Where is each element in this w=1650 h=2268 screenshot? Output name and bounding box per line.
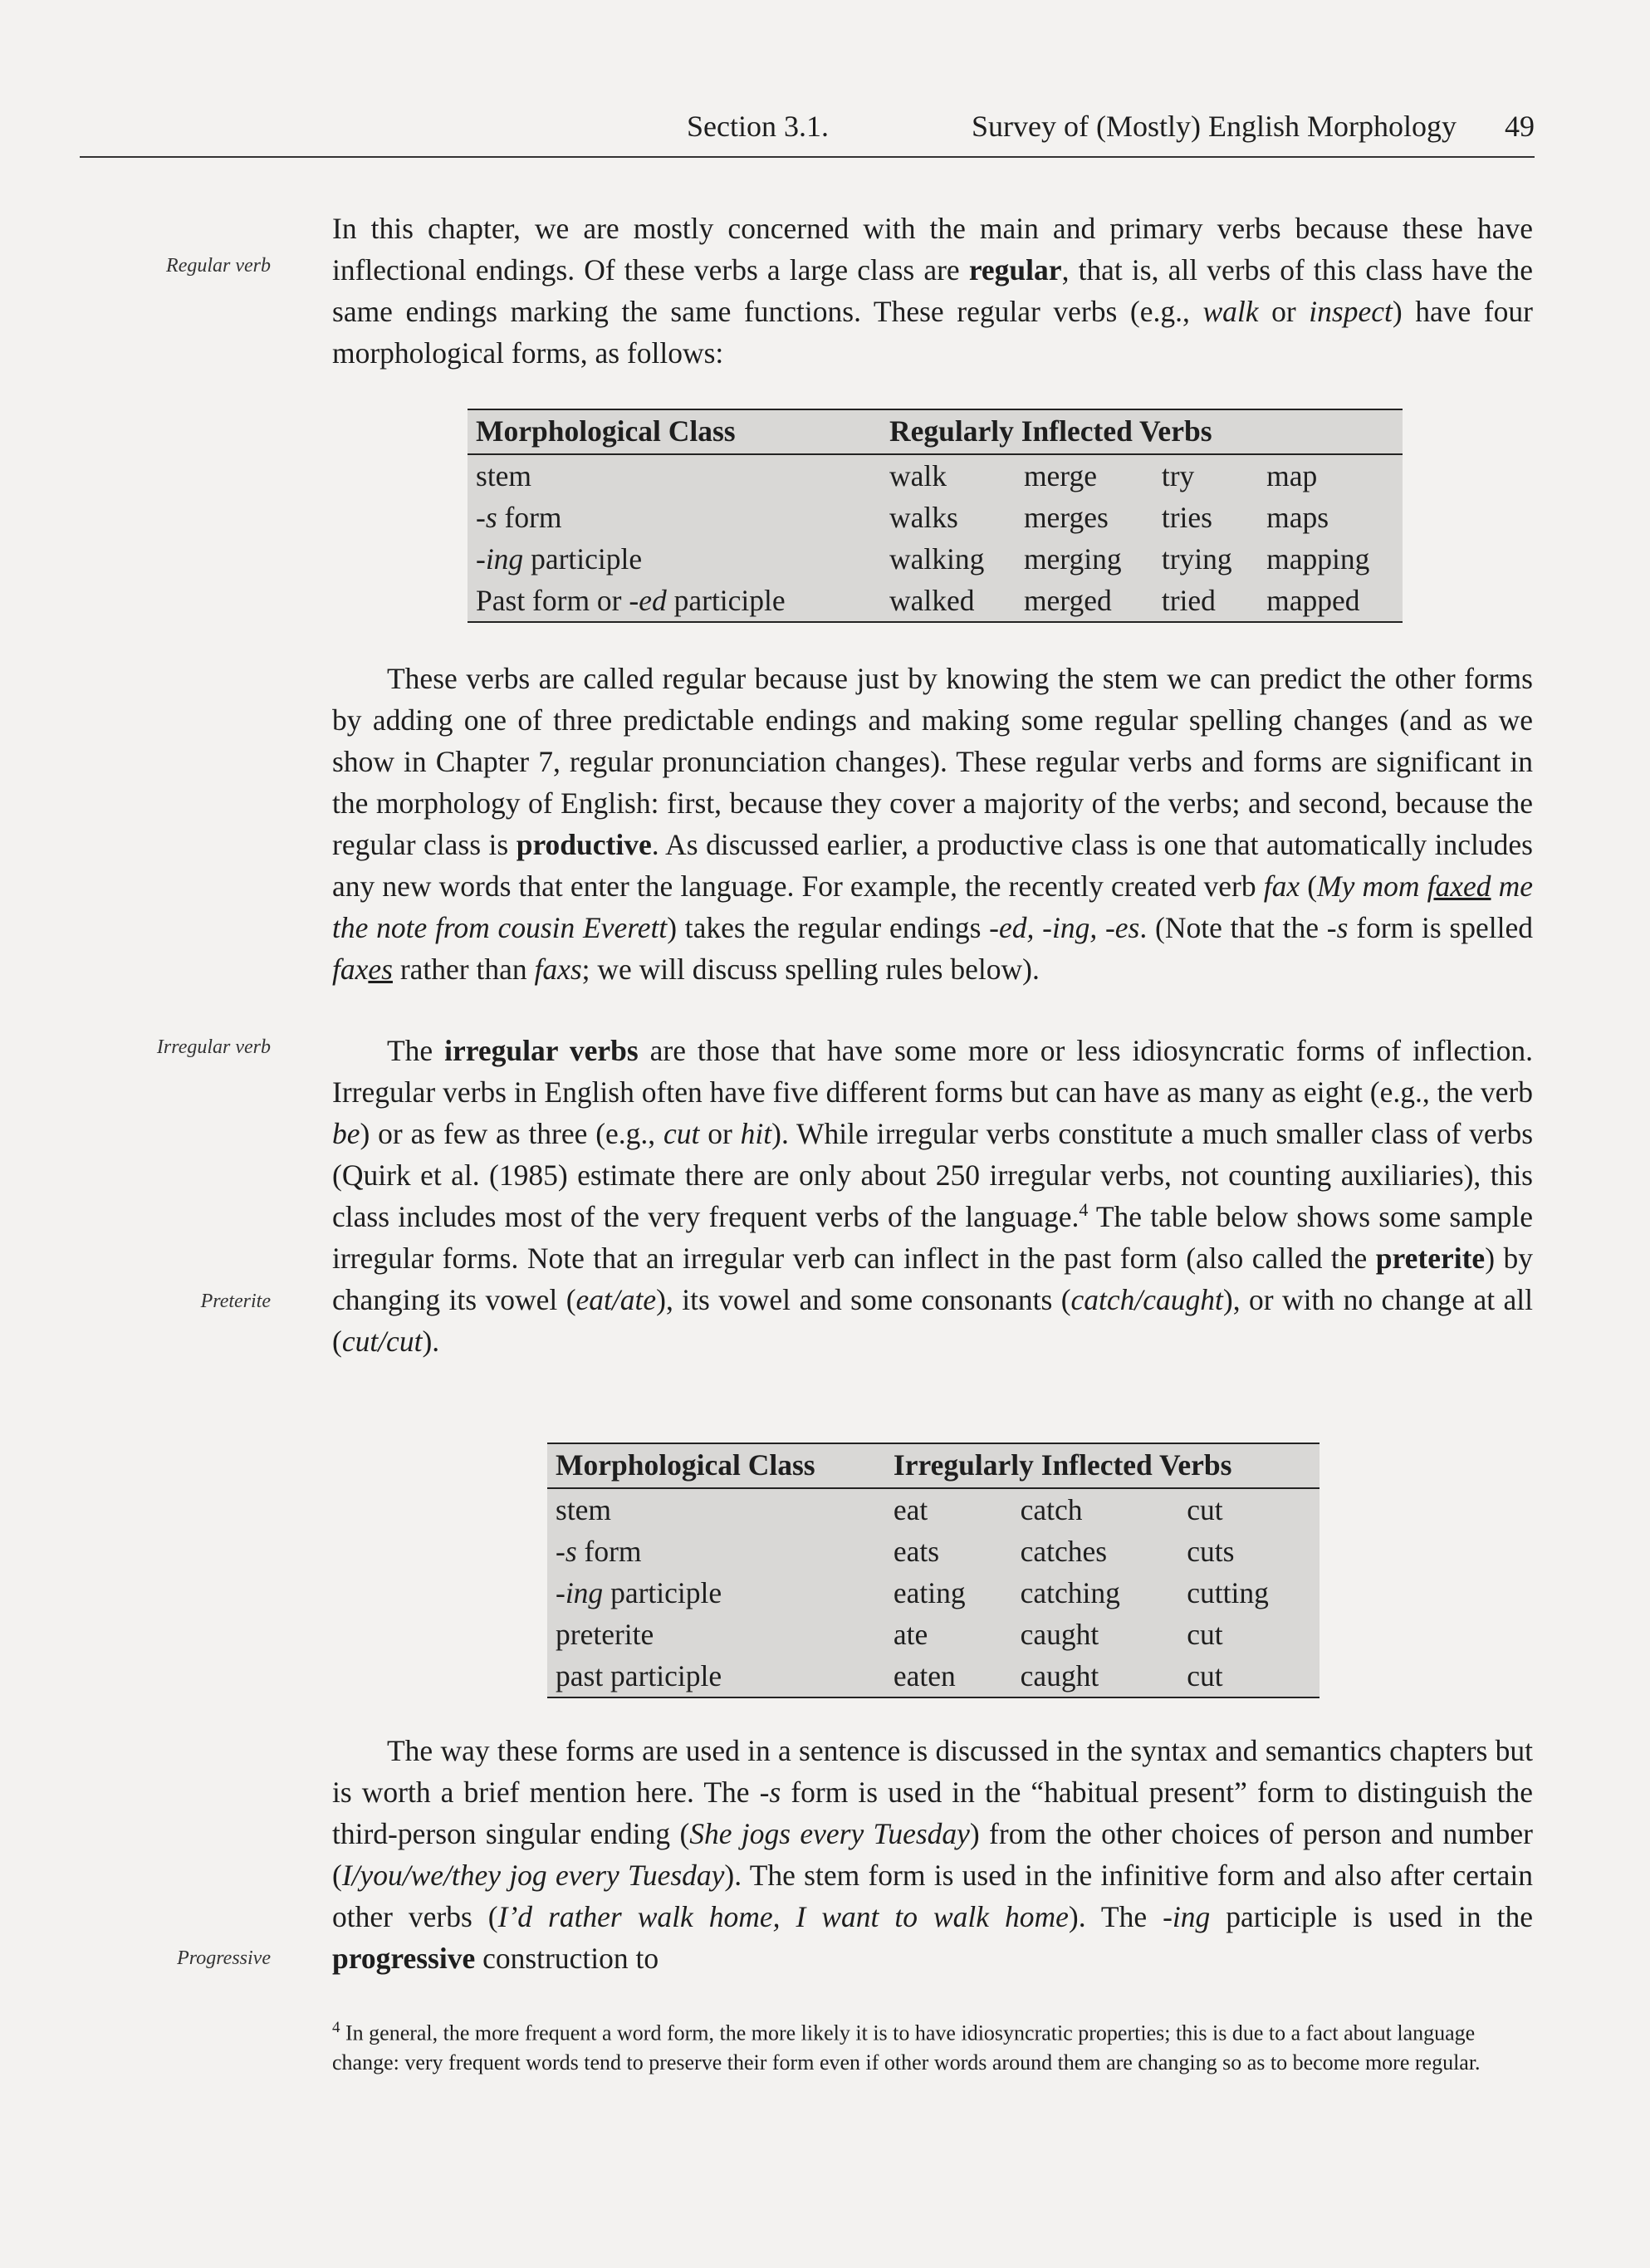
footnote-text: In general, the more frequent a word form, the more likely it is to have idiosyncratic properties; this is due to a fact about language change: very frequent words tend to preserve their form even if other words around them are changing so as to become more regular. — [332, 2021, 1481, 2075]
section-title: Survey of (Mostly) English Morphology — [972, 110, 1457, 143]
table-header-row — [468, 409, 1403, 454]
table-cell-class: preterite — [556, 1618, 654, 1651]
table-cell: cut — [1187, 1493, 1223, 1526]
table-cell: merged — [1023, 584, 1112, 617]
table-cell: walks — [889, 501, 958, 534]
table-cell-class: Past form or -ed participle — [476, 584, 786, 617]
table-row — [468, 580, 1403, 622]
regular-verbs-table — [468, 409, 1403, 623]
table-cell: merge — [1023, 459, 1097, 492]
table-cell-class: past participle — [556, 1659, 722, 1692]
irregular-verbs-table — [547, 1443, 1320, 1698]
table-cell: cuts — [1187, 1535, 1235, 1568]
table-cell: cutting — [1187, 1576, 1269, 1609]
table-cell: map — [1266, 459, 1318, 492]
table-cell: caught — [1020, 1618, 1099, 1651]
margin-note-progressive: Progressive — [177, 1947, 271, 1969]
table-row — [468, 454, 1403, 497]
table-header-verbs: Regularly Inflected Verbs — [881, 409, 1403, 454]
section-number: Section 3.1. — [687, 110, 829, 143]
table-cell: trying — [1161, 542, 1232, 576]
table-cell: walking — [889, 542, 985, 576]
table-cell: maps — [1266, 501, 1329, 534]
page-number: 49 — [1505, 110, 1535, 143]
table-row — [547, 1614, 1320, 1655]
margin-note-irregular-verb: Irregular verb — [156, 1036, 271, 1058]
table-cell: merges — [1023, 501, 1109, 534]
table-row — [547, 1531, 1320, 1572]
margin-note-preterite: Preterite — [200, 1291, 271, 1312]
table-cell: mapping — [1266, 542, 1370, 576]
table-cell: catches — [1020, 1535, 1108, 1568]
footnote — [332, 2013, 1533, 2077]
table-row — [547, 1655, 1320, 1697]
paragraph-irregular-verbs: The irregular verbs are those that have some more or less idiosyncratic forms of inflection. Irregular verbs in English often have five different forms but can have as many as eight (e.g., the verb be) or as few as three (e.g., cut or hit). While irregular verbs constitute a much smaller class of verbs (Quirk et al. (1985) estimate there are only about 250 irregular verbs, not counting auxiliaries), this class includes most of the very frequent verbs of the language.$^4$ The table below shows some sample irregular forms. Note that an irregular verb can inflect in the past form (also called the preterite) by changing its vowel (eat/ate), its vowel and some consonants (catch/caught), or with no change at all (cut/cut). — [332, 1034, 1534, 1358]
paragraph-regular-verbs: These verbs are called regular because just by knowing the stem we can predict the other forms by adding one of three predictable endings and making some regular spelling changes (and as we show in Chapter 7, regular pronunciation changes). These regular verbs and forms are significant in the morphology of English: first, because they cover a majority of the verbs; and second, because the regular class is productive. As discussed earlier, a productive class is one that automatically includes any new words that enter the language. For example, the recently created verb fax (My mom faxed me the note from cousin Everett) takes the regular endings -ed, -ing, -es. (Note that the -s form is spelled faxes rather than faxs; we will discuss spelling rules below). — [332, 662, 1533, 986]
table-cell: mapped — [1266, 584, 1360, 617]
margin-note-regular-verb: Regular verb — [166, 255, 271, 277]
paragraph-form-usage: The way these forms are used in a sentence is discussed in the syntax and semantics chapters but is worth a brief mention here. The -s form is used in the “habitual present” form to distinguish the third-person singular ending (She jogs every Tuesday) from the other choices of person and number (I/you/we/they jog every Tuesday). The stem form is used in the infinitive form and also after certain other verbs (I’d rather walk home, I want to walk home). The -ing participle is used in the progressive construction to — [332, 1734, 1533, 1975]
table-row — [468, 497, 1403, 538]
table-cell: merging — [1023, 542, 1122, 576]
table-cell: eating — [893, 1576, 966, 1609]
table-header-verbs: Irregularly Inflected Verbs — [885, 1443, 1320, 1488]
table-row — [468, 538, 1403, 580]
table-row — [547, 1572, 1320, 1614]
table-cell: tries — [1161, 501, 1212, 534]
table-cell: eat — [893, 1493, 928, 1526]
table-header-class: Morphological Class — [468, 409, 881, 454]
table-cell: catching — [1020, 1576, 1120, 1609]
table-header-class: Morphological Class — [547, 1443, 885, 1488]
table-cell: walked — [889, 584, 975, 617]
table-cell: eaten — [893, 1659, 956, 1692]
footnote-marker[interactable]: 4 — [1079, 1199, 1089, 1221]
table-cell-class: stem — [556, 1493, 612, 1526]
table-cell: try — [1161, 459, 1195, 492]
footnote-number: 4 — [332, 2019, 340, 2036]
table-cell: tried — [1161, 584, 1216, 617]
table-row — [547, 1488, 1320, 1531]
table-cell-class: -s form — [476, 501, 562, 534]
paragraph-intro: In this chapter, we are mostly concerned with the main and primary verbs because these have inflectional endings. Of these verbs a large class are regular, that is, all verbs of this class have the same endings marking the same functions. These regular verbs (e.g., walk or inspect) have four morphological forms, as follows: — [332, 212, 1533, 370]
table-cell: catch — [1020, 1493, 1083, 1526]
table-cell: ate — [893, 1618, 928, 1651]
table-cell: caught — [1020, 1659, 1099, 1692]
table-cell-class: -ing participle — [476, 542, 643, 576]
table-header-row — [547, 1443, 1320, 1488]
table-cell: eats — [893, 1535, 940, 1568]
table-cell: cut — [1187, 1618, 1223, 1651]
table-cell-class: stem — [476, 459, 532, 492]
running-header — [80, 105, 1535, 158]
table-cell: cut — [1187, 1659, 1223, 1692]
table-cell-class: -s form — [556, 1535, 642, 1568]
table-cell: walk — [889, 459, 947, 492]
table-cell-class: -ing participle — [556, 1576, 722, 1609]
